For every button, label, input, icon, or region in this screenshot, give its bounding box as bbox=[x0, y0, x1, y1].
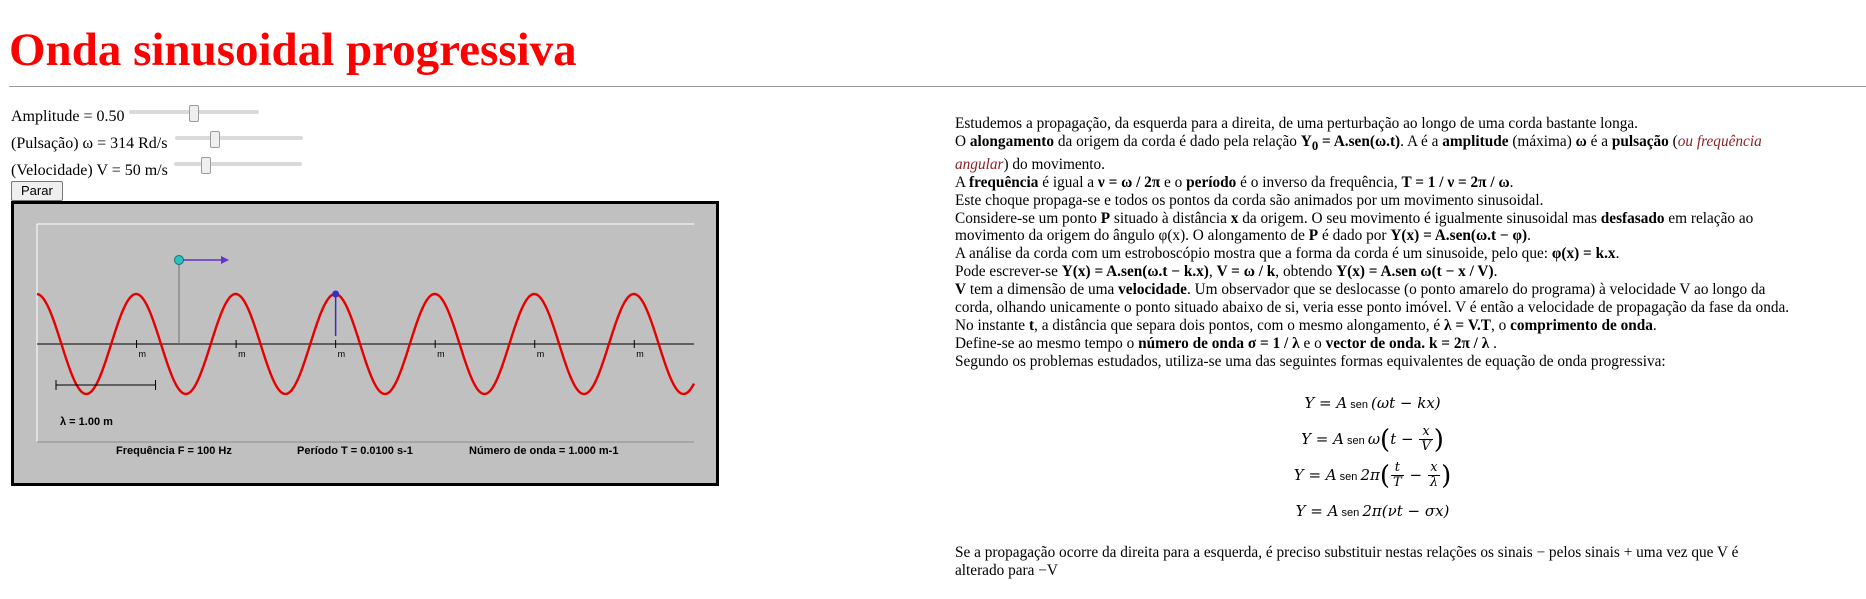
x-tick-label: m bbox=[337, 349, 346, 359]
equation: Y = A sen (ωt − kx) bbox=[1304, 393, 1441, 412]
x-tick-label: m bbox=[138, 349, 147, 359]
paragraph: A análise da corda com um estroboscópio mostra que a forma da corda é um sinusoide, pelo que: φ(x) = k.x. bbox=[955, 245, 1620, 263]
paragraph: Este choque propaga-se e todos os pontos da corda são animados por um movimento sinusoidal. bbox=[955, 191, 1544, 209]
source-dot bbox=[175, 256, 184, 265]
velocidade-slider[interactable] bbox=[174, 157, 302, 171]
paragraph: No instante t, a distância que separa dois pontos, com o mesmo alongamento, é λ = V.T, o comprimento de onda. bbox=[955, 317, 1657, 335]
paragraph: Define-se ao mesmo tempo o número de onda σ = 1 / λ e o vector de onda. k = 2π / λ . bbox=[955, 334, 1497, 352]
wave-simulation bbox=[11, 201, 719, 486]
equation: Y = A sen ω(t − $\frac{x}{V}$ ) bbox=[1301, 424, 1444, 455]
x-tick-label: m bbox=[238, 349, 246, 359]
paragraph: A frequência é igual a ν = ω / 2π e o período é o inverso da frequência, T = 1 / ν = 2π / ω. bbox=[955, 173, 1514, 191]
x-tick-label: m bbox=[636, 349, 644, 359]
paragraph: V tem a dimensão de uma velocidade. Um observador que se deslocasse (o ponto amarelo do programa) à velocidade V ao longo da corda, olhando unicamente o ponto situado abaixo de si, veria esse ponto imóvel. V é então a velocidade de propagação da fase da onda. bbox=[955, 281, 1790, 317]
slider-thumb[interactable] bbox=[210, 131, 220, 148]
slider-track bbox=[174, 162, 302, 166]
equation: Y = A sen 2π( $\frac{t}{T}$ − $\frac{x}{\lambda}$ ) bbox=[1293, 460, 1452, 491]
slider-thumb[interactable] bbox=[189, 105, 199, 122]
citation: ou frequência angular bbox=[955, 132, 1762, 173]
page-title: Onda sinusoidal progressiva bbox=[9, 24, 577, 76]
stop-button[interactable]: Parar bbox=[11, 181, 63, 201]
wave-equations bbox=[955, 386, 1790, 530]
lambda-label: λ = 1.00 m bbox=[60, 416, 113, 428]
paragraph: O alongamento da origem da corda é dado pela relação $Y_0 = A.sen(\omega.t)$. A é a amplitude (máxima) ω é a pulsação (ou frequência angular) do movimento. bbox=[955, 132, 1762, 173]
explanation-text bbox=[955, 115, 1790, 580]
paragraph: Segundo os problemas estudados, utiliza-se uma das seguintes formas equivalentes de equação de onda progressiva: bbox=[955, 352, 1666, 370]
x-tick-label: m bbox=[437, 349, 445, 359]
paragraph: Pode escrever-se Y(x) = A.sen(ω.t − k.x), V = ω / k, obtendo Y(x) = A.sen ω(t − x / V). bbox=[955, 263, 1498, 281]
paragraph: Estudemos a propagação, da esquerda para a direita, de uma perturbação ao longo de uma corda bastante longa. bbox=[955, 115, 1638, 132]
paragraph: Se a propagação ocorre da direita para a esquerda, é preciso substituir nestas relações os sinais − pelos sinais + uma vez que V é alterado para −V bbox=[955, 543, 1739, 579]
wave-chart bbox=[14, 204, 716, 483]
slider-thumb[interactable] bbox=[201, 157, 211, 174]
velocidade-label: (Velocidade) V = 50 m/s bbox=[11, 162, 168, 179]
info-periodo: Período T = 0.0100 s-1 bbox=[297, 445, 413, 457]
paragraph: Considere-se um ponto P situado à distância x da origem. O seu movimento é igualmente sinusoidal mas desfasado em relação ao movimento da origem do ângulo φ(x). O alongamento de P é dado por Y(x) = A.sen(ω.t − φ). bbox=[955, 209, 1754, 245]
info-frequencia: Frequência F = 100 Hz bbox=[116, 445, 232, 457]
pulsacao-slider[interactable] bbox=[175, 131, 303, 145]
pulsacao-label: (Pulsação) ω = 314 Rd/s bbox=[11, 135, 168, 152]
amplitude-slider[interactable] bbox=[129, 105, 259, 119]
x-tick-label: m bbox=[536, 349, 545, 359]
info-numero_onda: Número de onda = 1.000 m-1 bbox=[469, 445, 619, 457]
probe-dot bbox=[332, 291, 339, 298]
equation: Y = A sen 2π(νt − σx) bbox=[1295, 501, 1450, 520]
slider-track bbox=[175, 136, 303, 140]
divider bbox=[9, 86, 1866, 87]
amplitude-label: Amplitude = 0.50 bbox=[11, 108, 125, 125]
